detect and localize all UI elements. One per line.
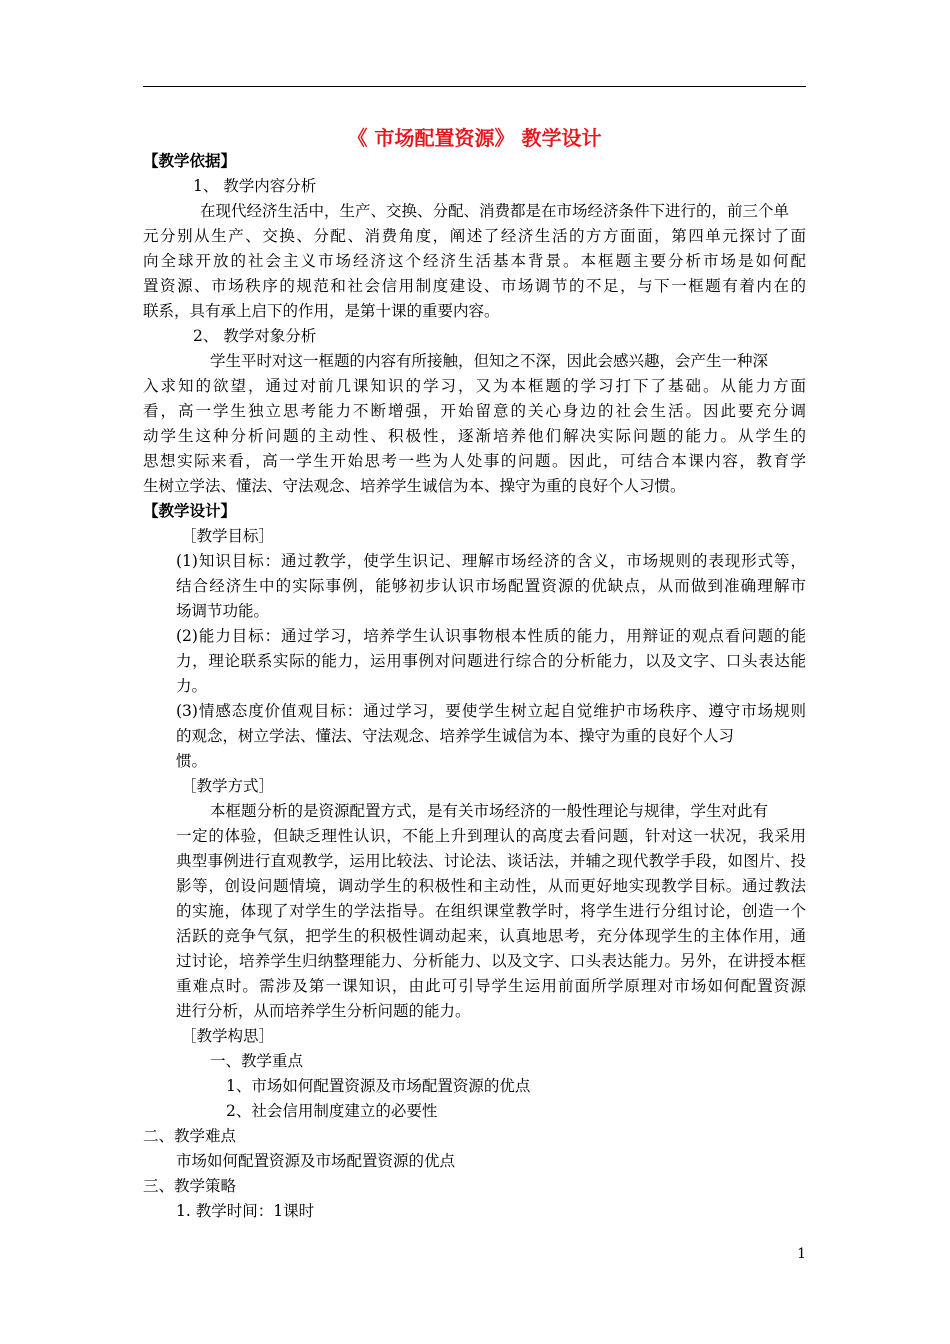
paragraph-line: 元分别从生产、交换、分配、消费角度，阐述了经济生活的方方面面，第四单元探讨了面 [143, 227, 806, 245]
paragraph-line: 生树立学法、懂法、守法观念、培养学生诚信为本、操守为重的良好个人习惯。 [143, 477, 686, 495]
paragraph-line: 联系，具有承上启下的作用，是第十课的重要内容。 [143, 302, 500, 320]
page-number: 1 [797, 1246, 806, 1262]
document-title: 《 市场配置资源》 教学设计 [347, 126, 602, 150]
subheading: ［教学方式］ [181, 777, 275, 795]
paragraph-line: 向全球开放的社会主义市场经济这个经济生活基本背景。本框题主要分析市场是如何配 [143, 252, 806, 270]
paragraph-line: 思想实际来看，高一学生开始思考一些为人处事的问题。因此，可结合本课内容，教育学 [143, 452, 806, 470]
paragraph-line: 重难点时。需涉及第一课知识，由此可引导学生运用前面所学原理对市场如何配置资源 [176, 977, 806, 995]
paragraph-line: 场调节功能。 [176, 602, 270, 620]
paragraph-line: 进行分析，从而培养学生分析问题的能力。 [176, 1002, 471, 1020]
subheading: ［教学构思］ [181, 1027, 275, 1045]
paragraph-line: (3)情感态度价值观目标：通过学习，要使学生树立起自觉维护市场秩序、遵守市场规则 [176, 702, 806, 720]
section-heading-design: 【教学设计】 [143, 501, 237, 520]
paragraph-line: 在现代经济生活中，生产、交换、分配、消费都是在市场经济条件下进行的，前三个单 [200, 202, 790, 220]
paragraph-line: 置资源、市场秩序的规范和社会信用制度建设、市场调节的不足，与下一框题有着内在的 [143, 277, 806, 295]
paragraph-line: (1)知识目标：通过教学，使学生识记、理解市场经济的含义，市场规则的表现形式等， [176, 552, 806, 570]
header-rule [143, 86, 806, 87]
paragraph-line: 的观念，树立学法、懂法、守法观念、培养学生诚信为本、操守为重的良好个人习 [176, 727, 735, 745]
paragraph-line: 结合经济生中的实际事例，能够初步认识市场配置资源的优缺点，从而做到准确理解市 [176, 577, 806, 595]
section-heading-basis: 【教学依据】 [143, 151, 237, 170]
subheading: 1、 教学内容分析 [193, 177, 317, 195]
paragraph-line: 一定的体验，但缺乏理性认识，不能上升到理认的高度去看问题，针对这一状况，我采用 [176, 827, 806, 845]
paragraph-line: 惯。 [176, 752, 208, 770]
subheading: 2、 教学对象分析 [193, 327, 317, 345]
paragraph-line: 本框题分析的是资源配置方式，是有关市场经济的一般性理论与规律，学生对此有 [210, 802, 769, 820]
paragraph-line: 力，理论联系实际的能力，运用事例对问题进行综合的分析能力，以及文字、口头表达能 [176, 652, 806, 670]
list-item: 市场如何配置资源及市场配置资源的优点 [176, 1152, 456, 1170]
paragraph-line: 入求知的欲望，通过对前几课知识的学习，又为本框题的学习打下了基础。从能力方面 [143, 377, 806, 395]
paragraph-line: 活跃的竞争气氛，把学生的积极性调动起来，认真地思考，充分体现学生的主体作用，通 [176, 927, 806, 945]
paragraph-line: 力。 [176, 677, 208, 695]
paragraph-line: 学生平时对这一框题的内容有所接触，但知之不深，因此会感兴趣，会产生一种深 [210, 352, 769, 370]
list-item: 2、社会信用制度建立的必要性 [226, 1102, 438, 1120]
paragraph-line: 的实施，体现了对学生的学法指导。在组织课堂教学时，将学生进行分组讨论，创造一个 [176, 902, 806, 920]
list-item: 1、市场如何配置资源及市场配置资源的优点 [226, 1077, 531, 1095]
list-item: 一、教学重点 [210, 1052, 304, 1070]
paragraph-line: 典型事例进行直观教学，运用比较法、讨论法、谈话法，并辅之现代教学手段，如图片、投 [176, 852, 806, 870]
paragraph-line: 过讨论，培养学生归纳整理能力、分析能力、以及文字、口头表达能力。另外，在讲授本框 [176, 952, 806, 970]
list-item: 三、教学策略 [143, 1177, 237, 1195]
list-item: 二、教学难点 [143, 1127, 237, 1145]
subheading: ［教学目标］ [181, 527, 275, 545]
paragraph-line: (2)能力目标：通过学习，培养学生认识事物根本性质的能力，用辩证的观点看问题的能 [176, 627, 806, 645]
list-item: 1. 教学时间：1课时 [176, 1202, 315, 1220]
paragraph-line: 动学生这种分析问题的主动性、积极性，逐渐培养他们解决实际问题的能力。从学生的 [143, 427, 806, 445]
paragraph-line: 看，高一学生独立思考能力不断增强，开始留意的关心身边的社会生活。因此要充分调 [143, 402, 806, 420]
paragraph-line: 影等，创设问题情境，调动学生的积极性和主动性，从而更好地实现教学目标。通过教法 [176, 877, 806, 895]
